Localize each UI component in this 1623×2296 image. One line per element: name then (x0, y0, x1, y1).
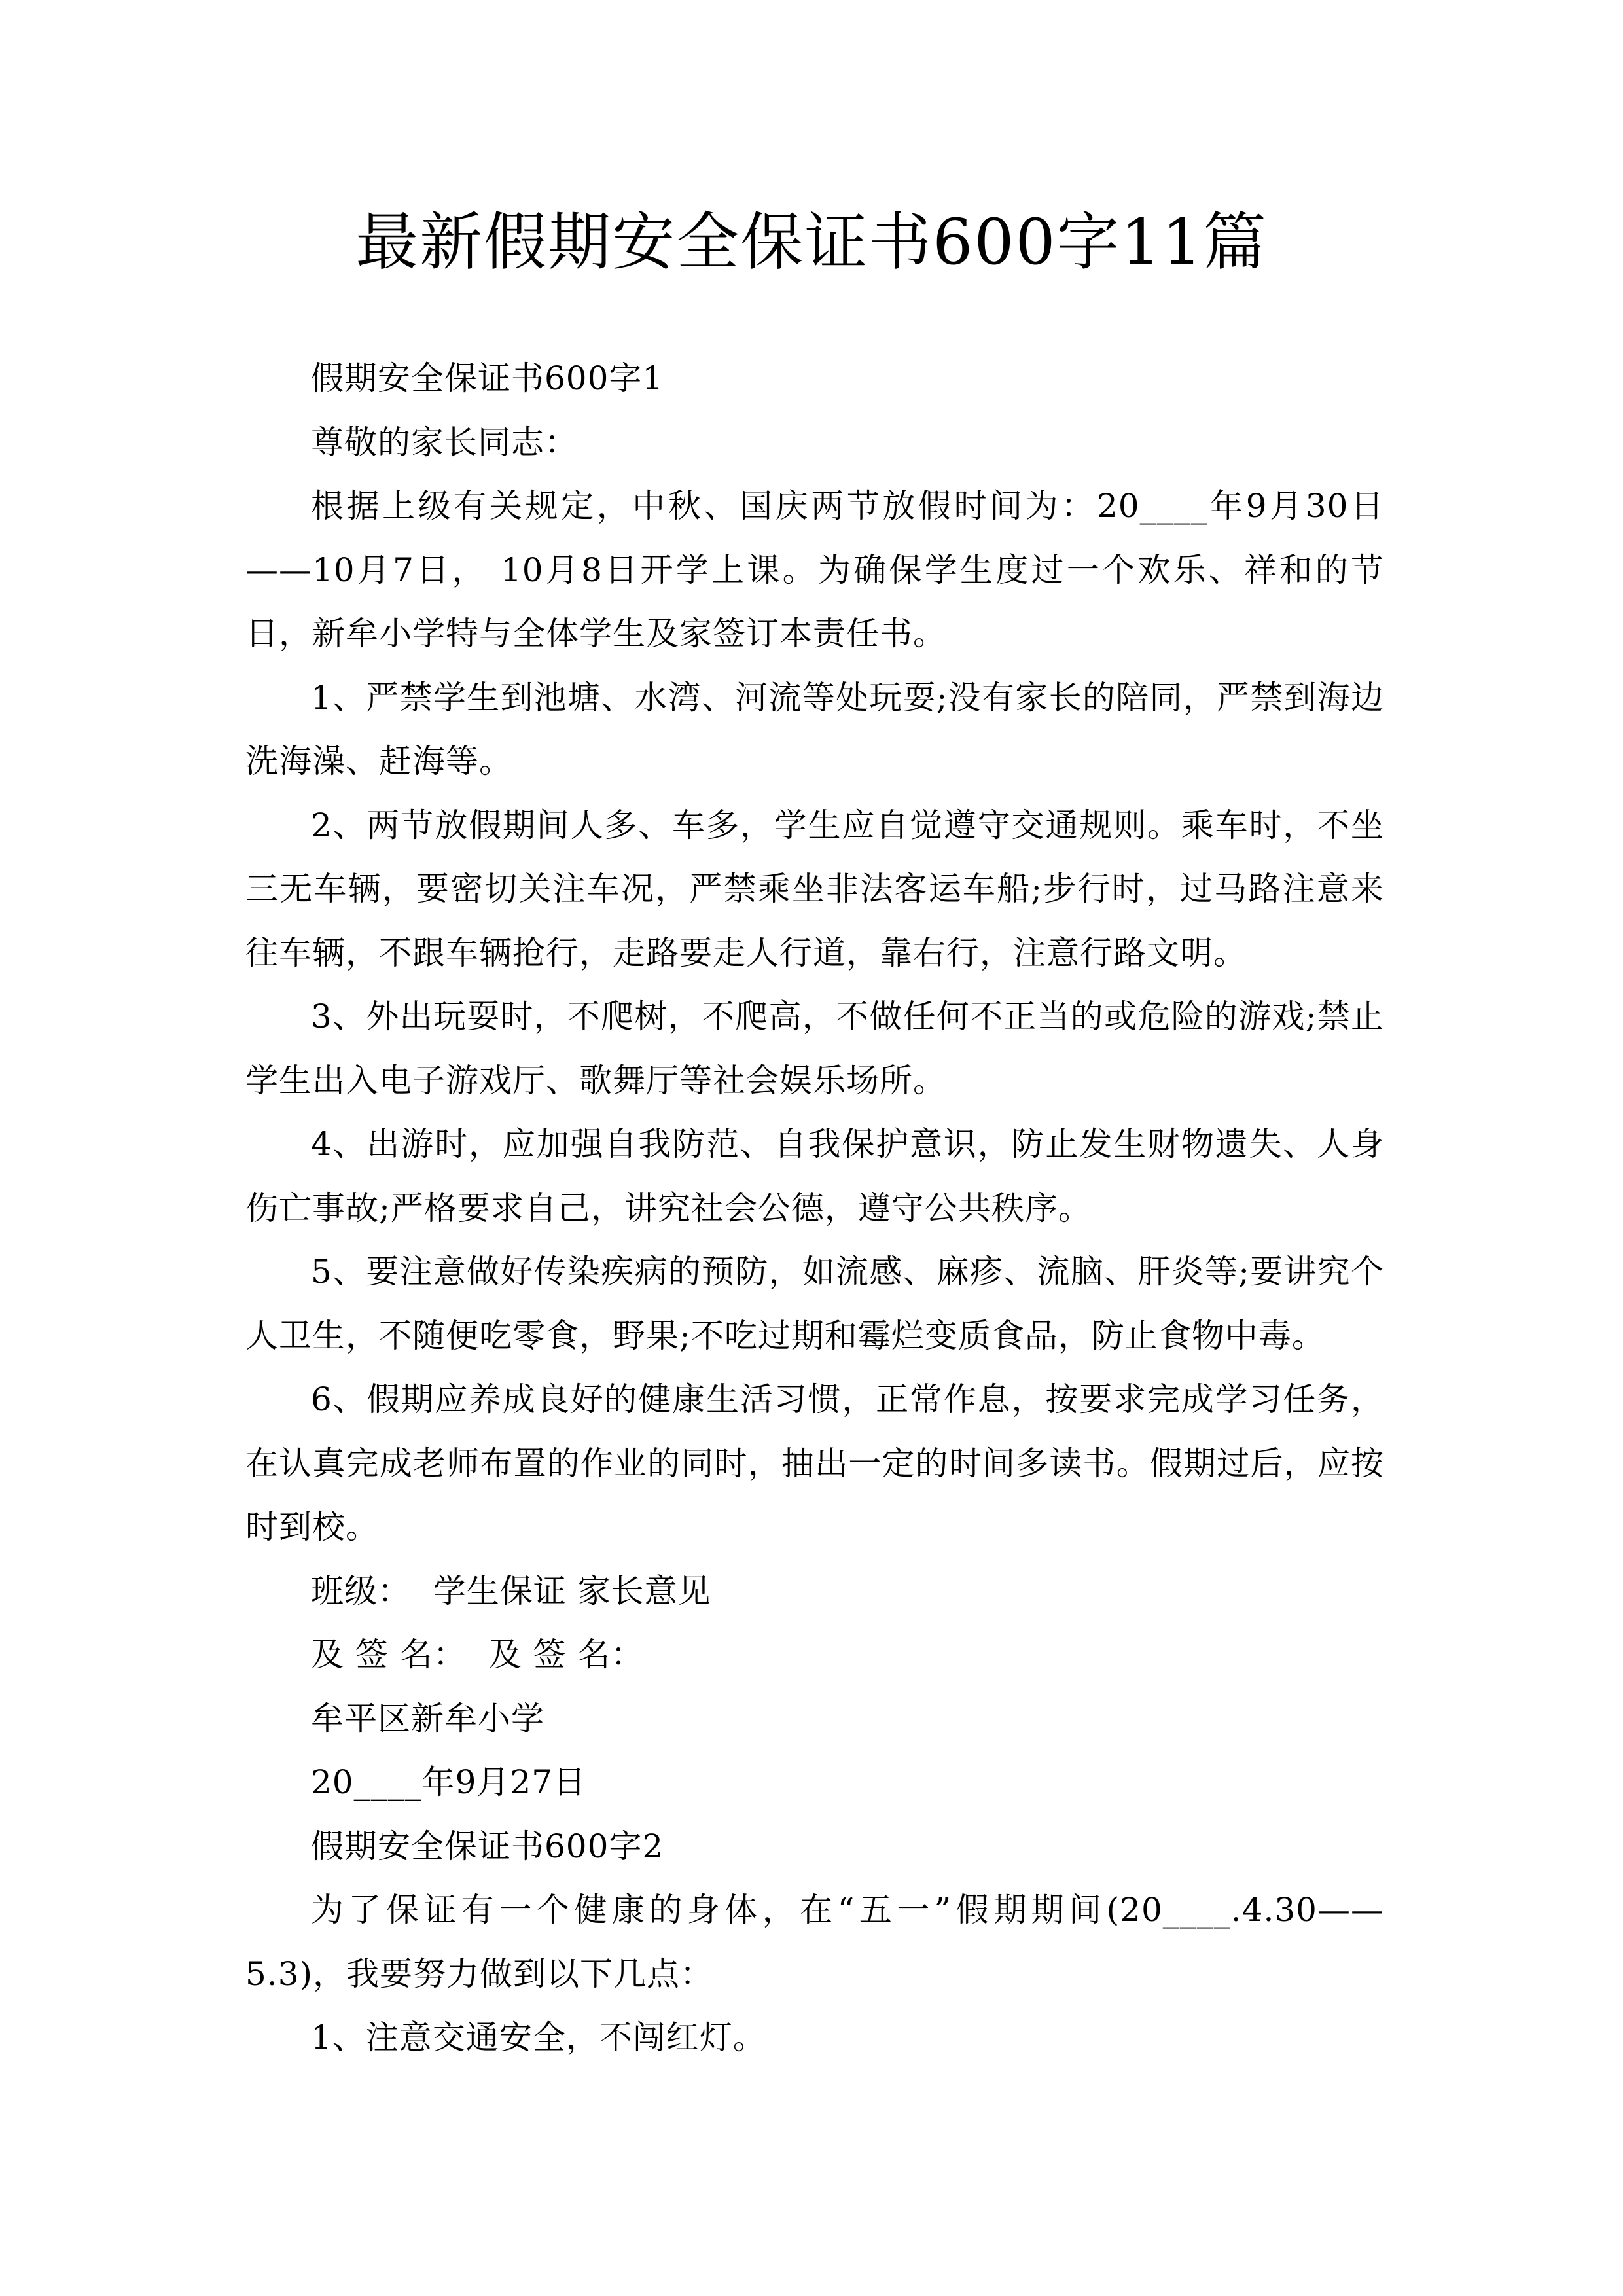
section-heading: 假期安全保证书600字1 (311, 359, 664, 397)
list-item: 5、要注意做好传染疾病的预防，如流感、麻疹、流脑、肝炎等;要讲究个人卫生，不随便吃零食，野果;不吃过期和霉烂变质食品，防止食物中毒。 (245, 1253, 1384, 1355)
salutation: 尊敬的家长同志： (311, 423, 578, 461)
list-item: 2、两节放假期间人多、车多，学生应自觉遵守交通规则。乘车时，不坐三无车辆，要密切关注车况，严禁乘坐非法客运车船;步行时，过马路注意来往车辆，不跟车辆抢行，走路要走人行道，靠右行，注意行路文明。 (245, 806, 1384, 972)
list-item: 1、严禁学生到池塘、水湾、河流等处玩耍;没有家长的陪同，严禁到海边洗海澡、赶海等。 (245, 678, 1384, 780)
signature-line: 及 签 名： 及 签 名： (311, 1636, 645, 1674)
list-item: 1、注意交通安全，不闯红灯。 (311, 2018, 766, 2056)
intro-paragraph: 根据上级有关规定，中秋、国庆两节放假时间为：20____年9月30日——10月7日， 10月8日开学上课。为确保学生度过一个欢乐、祥和的节日，新牟小学特与全体学生及家签订本责任书。 (245, 487, 1384, 653)
intro-paragraph: 为了保证有一个健康的身体，在“五一”假期期间(20____.4.30——5.3)，我要努力做到以下几点： (245, 1891, 1384, 1993)
school-name: 牟平区新牟小学 (311, 1699, 544, 1738)
document-title: 最新假期安全保证书600字11篇 (355, 206, 1268, 279)
document-date: 20____年9月27日 (311, 1763, 587, 1801)
list-item: 4、出游时，应加强自我防范、自我保护意识，防止发生财物遗失、人身伤亡事故;严格要求自己，讲究社会公德，遵守公共秩序。 (245, 1125, 1384, 1227)
section-heading: 假期安全保证书600字2 (311, 1827, 664, 1865)
document-body (245, 347, 1384, 2070)
list-item: 3、外出玩耍时，不爬树，不爬高，不做任何不正当的或危险的游戏;禁止学生出入电子游戏厅、歌舞厅等社会娱乐场所。 (245, 997, 1384, 1100)
list-item: 6、假期应养成良好的健康生活习惯，正常作息，按要求完成学习任务，在认真完成老师布置的作业的同时，抽出一定的时间多读书。假期过后，应按时到校。 (245, 1380, 1384, 1546)
signature-line: 班级： 学生保证 家长意见 (311, 1571, 711, 1610)
